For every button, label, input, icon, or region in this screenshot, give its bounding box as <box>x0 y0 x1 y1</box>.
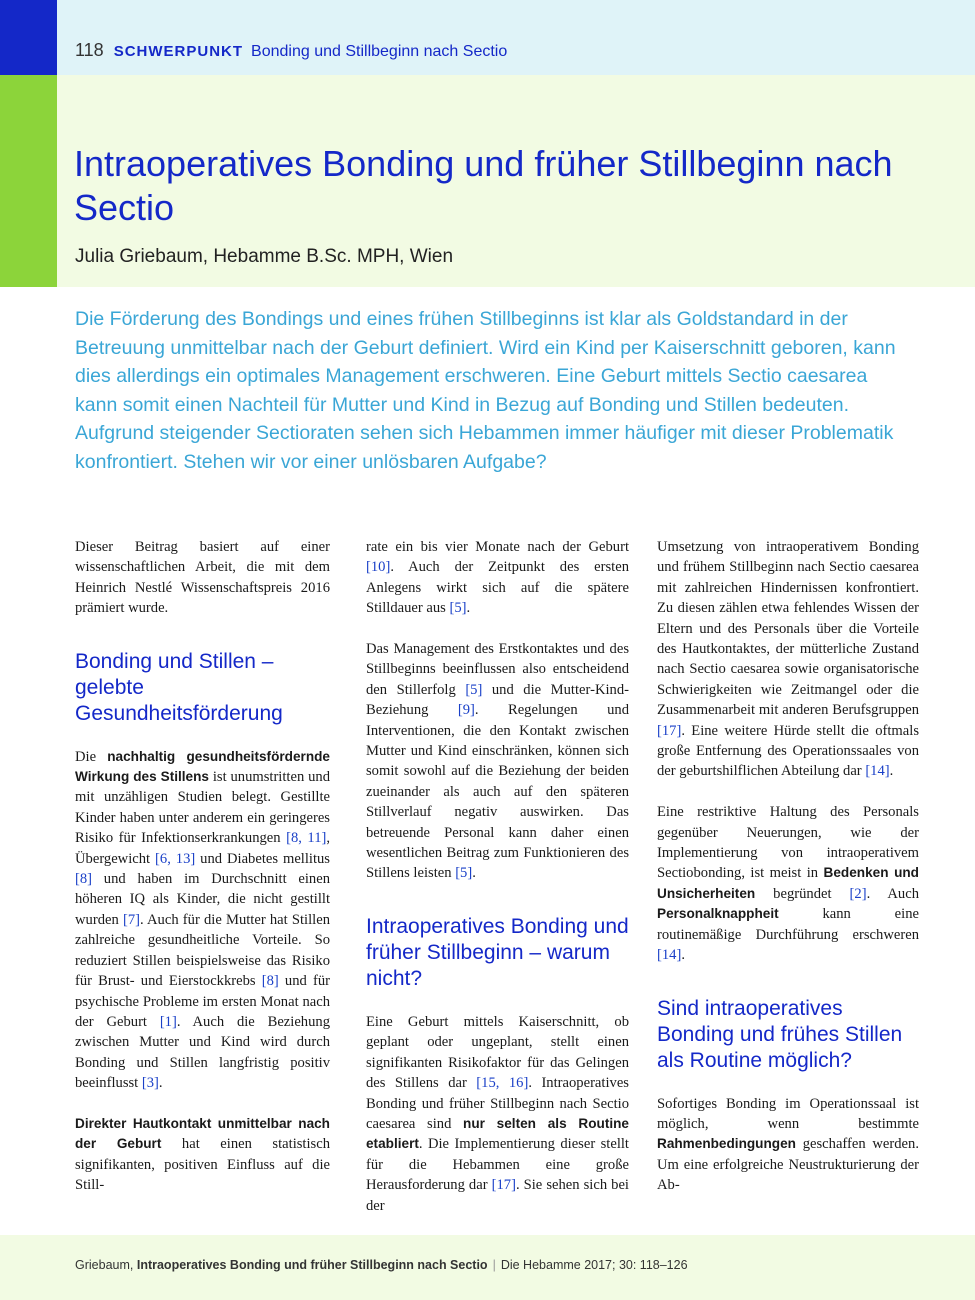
text: . Eine weitere Hürde stellt die oftmals große Entfernung des Operationssaales von der geburtshilflichen Abteilung dar <box>657 722 919 780</box>
footer-citation: Die Hebamme 2017; 30: 118–126 <box>500 1258 688 1272</box>
text: und für psychische Probleme im ersten Monat nach der Geburt <box>75 973 330 1030</box>
emphasis: Personalknappheit <box>657 906 779 922</box>
title-accent-bar <box>0 75 57 287</box>
running-topic: Bonding und Stillbeginn nach Sectio <box>251 43 508 60</box>
citation-link[interactable]: [8] <box>261 973 279 990</box>
section-heading: Sind intraoperatives Bonding und frühes Stillen als Routine möglich? <box>657 996 903 1072</box>
text: geschaffen werden. Um eine erfolgreiche Neustrukturierung der Ab- <box>657 1136 919 1194</box>
text: und die Mutter-Kind-Beziehung <box>366 681 629 719</box>
text: . <box>889 763 894 780</box>
text: . <box>158 1075 163 1092</box>
paragraph <box>75 747 330 1094</box>
citation-link[interactable]: [5] <box>465 681 483 698</box>
citation-link[interactable]: [2] <box>849 885 867 902</box>
text: Das Management des Erstkontaktes und des Stillbeginns beeinflussen also entscheidend den Stillerfolg <box>366 641 629 698</box>
text: Sofortiges Bonding im Operationssaal ist möglich, wenn bestimmte <box>657 1095 919 1132</box>
running-head <box>75 40 507 61</box>
text: . <box>472 865 476 882</box>
section-label: SCHWERPUNKT <box>113 43 244 60</box>
text: begründet <box>755 885 850 902</box>
text: Die <box>75 748 108 765</box>
emphasis: Direkter Hautkontakt unmittelbar nach der Geburt <box>75 1115 330 1152</box>
emphasis: nachhaltig gesundheitsfördernde Wirkung des Stillens <box>75 748 330 785</box>
page-number: 118 <box>75 40 104 60</box>
paragraph <box>657 537 919 782</box>
citation-link[interactable]: [14] <box>865 763 890 780</box>
paragraph <box>657 802 919 965</box>
text: . <box>681 947 685 964</box>
text: und haben im Durchschnitt einen höheren IQ als Kinder, die nicht gestillt wurden <box>75 871 330 928</box>
section-heading: Bonding und Stillen – gelebte Gesundheitsförderung <box>75 649 283 725</box>
column-3 <box>657 537 919 1216</box>
text: . Regelungen und Interventionen, die den Kontakt zwischen Mutter und Kind einschränken, können sich somit sowohl auf die Beziehung der beiden zueinander als auch auf den späteren Stillverlauf negativ auswirken. Das betreuende Personal kann daher einen wesentlichen Beitrag zum Funktionieren des Stillens leisten <box>366 702 629 882</box>
section-heading: Intraoperatives Bonding und früher Stillbeginn – warum nicht? <box>366 914 629 990</box>
article-title: Intraoperatives Bonding und früher Stillbeginn nach Sectio <box>74 143 893 228</box>
header-band <box>0 0 975 75</box>
abstract: Die Förderung des Bondings und eines frühen Stillbeginns ist klar als Goldstandard in der Betreuung unmittelbar nach der Geburt definiert. Wird ein Kind per Kaiserschnitt geboren, kann dies allerdings ein optimales Management erschweren. Eine Geburt mittels Sectio caesarea kann somit einen Nachteil für Mutter und Kind in Bezug auf Bonding und Stillen bedeuten. Aufgrund steigender Sectioraten sehen sich Hebammen immer häufiger mit dieser Problematik konfrontiert. Stehen wir vor einer unlösbaren Aufgabe? <box>75 308 896 473</box>
citation-link[interactable]: [14] <box>657 947 682 964</box>
text: . Auch die Beziehung zwischen Mutter und Kind wird durch Bonding und Stillen langfristig positiv beeinflusst <box>75 1013 330 1092</box>
citation-link[interactable]: [3] <box>141 1075 159 1092</box>
text: hat einen statistisch signifikanten, positiven Einfluss auf die Still- <box>75 1136 330 1194</box>
text: kann eine routinemäßige Durchführung erschweren <box>657 906 919 943</box>
text: . Auch <box>866 885 919 902</box>
citation-link[interactable]: [10] <box>366 559 391 576</box>
column-1 <box>75 537 330 1216</box>
header-accent-bar <box>0 0 57 75</box>
text: Eine restriktive Haltung des Personals gegenüber Neuerungen, wie der Implementierung von intraoperativem Sectiobonding, ist meist in <box>657 804 919 882</box>
citation-link[interactable]: [9] <box>457 702 475 719</box>
text: ist unumstritten und mit unzähligen Studien belegt. Gestillte Kinder haben unter anderem ein geringeres Risiko für Infektionserkrankungen <box>75 769 330 847</box>
citation-link[interactable]: [5] <box>455 865 473 882</box>
text: . Sie sehen sich bei der <box>366 1177 629 1214</box>
text: . Auch für die Mutter hat Stillen zahlreiche gesundheitliche Vorteile. So reduziert Stillen beispielsweise das Risiko für Brust- und Eierstockkrebs <box>75 911 330 990</box>
byline: Julia Griebaum, Hebamme B.Sc. MPH, Wien <box>75 246 454 267</box>
citation-link[interactable]: [17] <box>657 722 682 739</box>
text: rate ein bis vier Monate nach der Geburt <box>366 539 629 555</box>
footer-author: Griebaum, <box>75 1258 137 1272</box>
text: Eine Geburt mittels Kaiserschnitt, ob geplant oder ungeplant, stellt einen signifikanten Risikofaktor für das Gelingen des Stillens dar <box>366 1013 629 1092</box>
paragraph <box>657 1094 919 1196</box>
citation-link[interactable]: [7] <box>122 911 140 928</box>
paragraph <box>366 537 629 619</box>
citation-link[interactable]: [8] <box>75 871 93 888</box>
emphasis: Rahmenbedingungen <box>657 1136 796 1152</box>
text: . <box>466 600 471 617</box>
column-2 <box>366 537 629 1236</box>
footer-title: Intraoperatives Bonding und früher Stillbeginn nach Sectio <box>136 1258 488 1272</box>
emphasis: Bedenken und Unsicherheiten <box>657 865 919 901</box>
paragraph <box>366 1012 629 1216</box>
citation-link[interactable]: [6, 13] <box>155 850 196 867</box>
citation-link[interactable]: [17] <box>491 1177 516 1194</box>
citation-link[interactable]: [15, 16] <box>476 1075 529 1092</box>
citation-link[interactable]: [5] <box>449 600 467 617</box>
paragraph <box>75 1114 330 1196</box>
paragraph <box>366 639 629 884</box>
text: . Intraoperatives Bonding und früher Stillbeginn nach Sectio caesarea sind <box>366 1075 629 1132</box>
footer <box>75 1258 688 1272</box>
text: . Auch der Zeitpunkt des ersten Anlegens wirkt sich auf die spätere Stilldauer aus <box>366 559 629 617</box>
emphasis: nur selten als Routine etabliert <box>366 1115 629 1152</box>
text: und Diabetes mellitus <box>195 850 330 867</box>
footer-separator: | <box>492 1258 496 1272</box>
text: , Übergewicht <box>75 830 331 867</box>
intro-paragraph: Dieser Beitrag basiert auf einer wissenschaftlichen Arbeit, die mit dem Heinrich Nestlé Wissenschaftspreis 2016 prämiert wurde. <box>75 539 330 617</box>
citation-link[interactable]: [1] <box>159 1013 177 1030</box>
citation-link[interactable]: [8, 11] <box>286 830 327 847</box>
text: Umsetzung von intraoperativem Bonding und frühem Stillbeginn nach Sectio caesarea mit zahlreichen Hindernissen konfrontiert. Zu diesen zählen etwa fehlendes Wissen der Eltern und des Personals über die Vorteile des Hautkontaktes, der mütterliche Zustand nach Sectio caesarea sowie organisatorische Schwierigkeiten wie Zeitmangel oder die Zusammenarbeit mit anderen Berufsgruppen <box>657 539 919 719</box>
text: . Die Implementierung dieser stellt für die Hebammen eine große Herausforderung dar <box>366 1136 629 1194</box>
